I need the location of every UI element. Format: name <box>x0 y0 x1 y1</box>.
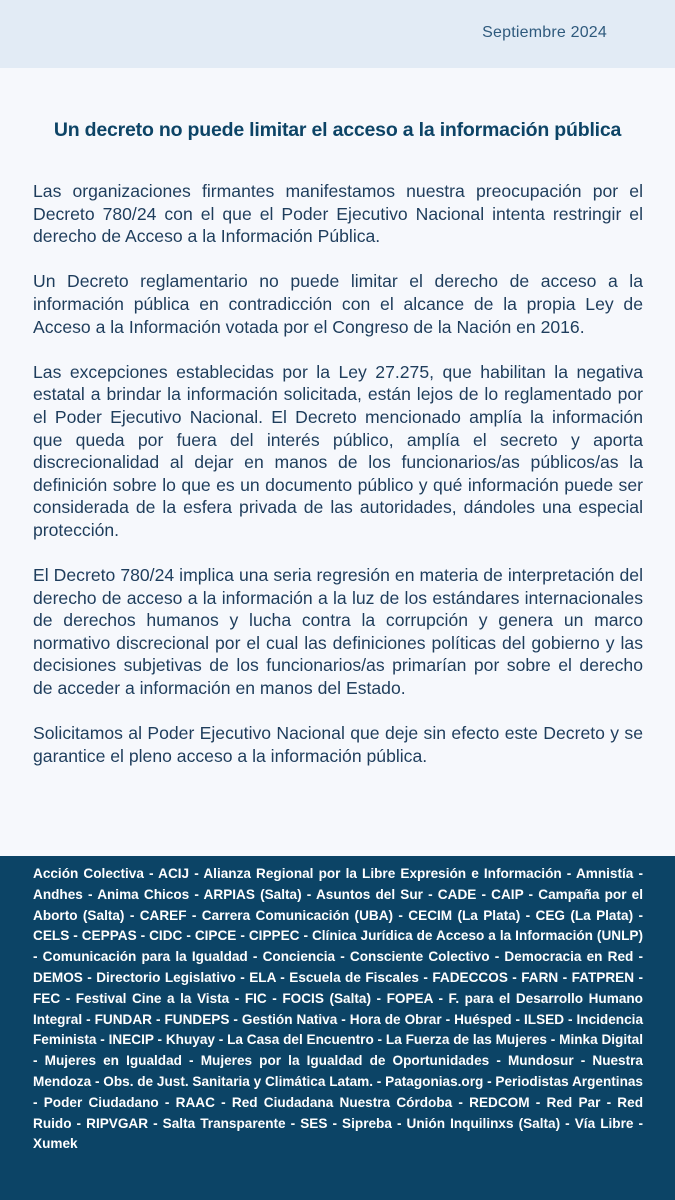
statement-body <box>33 180 643 790</box>
signatories-list: Acción Colectiva - ACIJ - Alianza Regional por la Libre Expresión e Información - Amnistía - Andhes - Anima Chicos - ARPIAS (Salta) - Asuntos del Sur - CADE - CAIP - Campaña por el Aborto (Salta) - CAREF - Carrera Comunicación (UBA) - CECIM (La Plata) - CEG (La Plata) - CELS - CEPPAS - CIDC - CIPCE - CIPPEC - Clínica Jurídica de Acceso a la Información (UNLP) - Comunicación para la Igualdad - Conciencia - Consciente Colectivo - Democracia en Red - DEMOS - Directorio Legislativo - ELA - Escuela de Fiscales - FADECCOS - FARN - FATPREN - FEC - Festival Cine a la Vista - FIC - FOCIS (Salta) - FOPEA - F. para el Desarrollo Humano Integral - FUNDAR - FUNDEPS - Gestión Nativa - Hora de Obrar - Huésped - ILSED - Incidencia Feminista - INECIP - Khuyay - La Casa del Encuentro - La Fuerza de las Mujeres - Minka Digital - Mujeres en Igualdad - Mujeres por la Igualdad de Oportunidades - Mundosur - Nuestra Mendoza - Obs. de Just. Sanitaria y Climática Latam. - Patagonias.org - Periodistas Argentinas - Poder Ciudadano - RAAC - Red Ciudadana Nuestra Córdoba - REDCOM - Red Par - Red Ruido - RIPVGAR - Salta Transparente - SES - Sipreba - Unión Inquilinxs (Salta) - Vía Libre - Xumek <box>33 866 643 1152</box>
page-title: Un decreto no puede limitar el acceso a la información pública <box>53 119 622 141</box>
paragraph-5: Solicitamos al Poder Ejecutivo Nacional que deje sin efecto este Decreto y se garantice el pleno acceso a la información pública. <box>33 723 643 766</box>
paragraph-1: Las organizaciones firmantes manifestamos nuestra preocupación por el Decreto 780/24 con el que el Poder Ejecutivo Nacional intenta restringir el derecho de Acceso a la Información Pública. <box>33 181 643 247</box>
paragraph-2: Un Decreto reglamentario no puede limitar el derecho de acceso a la información pública en contradicción con el alcance de la propia Ley de Acceso a la Información votada por el Congreso de la Nación en 2016. <box>33 271 643 337</box>
paragraph-4: El Decreto 780/24 implica una seria regresión en materia de interpretación del derecho de acceso a la información a la luz de los estándares internacionales de derechos humanos y lucha contra la corrupción y genera un marco normativo discrecional por el cual las definiciones políticas del gobierno y las decisiones subjetivas de los funcionarios/as primarían por sobre el derecho de acceder a información en manos del Estado. <box>33 565 643 699</box>
paragraph-3: Las excepciones establecidas por la Ley 27.275, que habilitan la negativa estatal a brindar la información solicitada, están lejos de lo reglamentado por el Poder Ejecutivo Nacional. El Decreto mencionado amplía la información que queda por fuera del interés público, amplía el secreto y aporta discrecionalidad al dejar en manos de los funcionarios/as públicos/as la definición sobre lo que es un documento público y qué información puede ser considerada de la esfera privada de las autoridades, dándoles una especial protección. <box>33 361 643 540</box>
publication-date: Septiembre 2024 <box>482 24 607 41</box>
header-band <box>0 0 675 68</box>
